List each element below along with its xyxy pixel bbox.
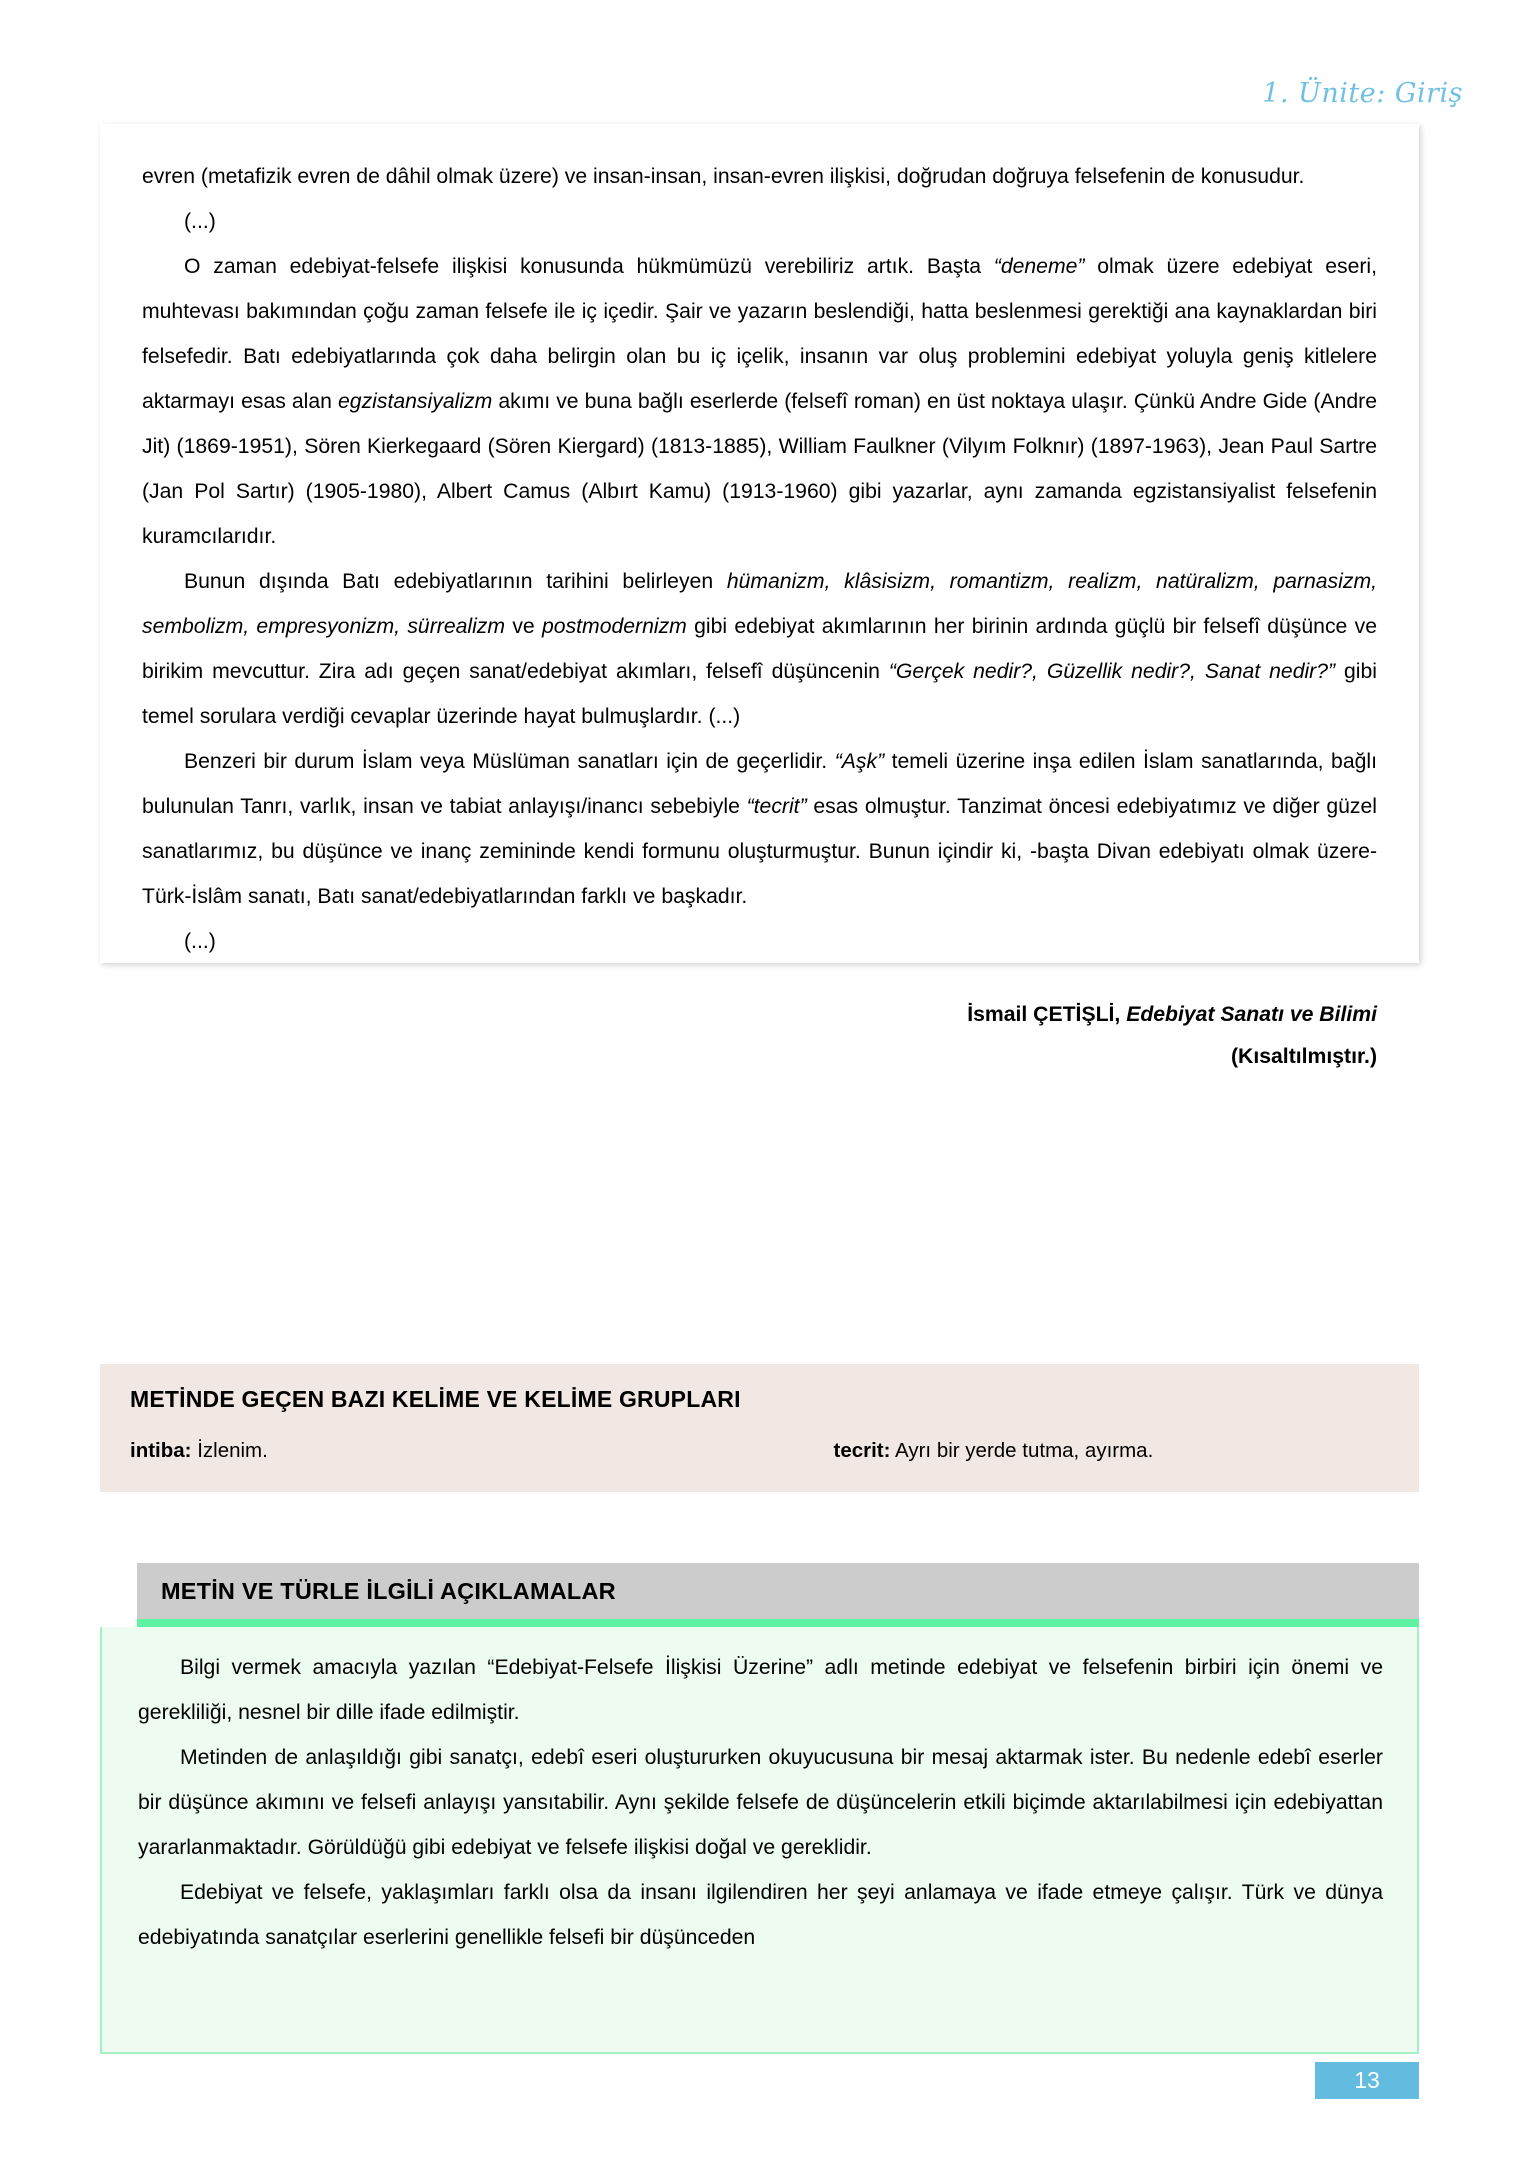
vocabulary-entry-row — [130, 1439, 1389, 1463]
explanations-paragraph: Bilgi vermek amacıyla yazılan “Edebiyat-Felsefe İlişkisi Üzerine” adlı metinde edebiyat ve felsefenin birbiri için önemi ve gerekliliği, nesnel bir dille ifade edilmiştir. — [138, 1656, 1383, 1724]
attribution-abridged-note: (Kısaltılmıştır.) — [1231, 1045, 1377, 1068]
explanations-header — [137, 1563, 1419, 1619]
vocabulary-box — [100, 1364, 1419, 1492]
vocabulary-box-title: METİNDE GEÇEN BAZI KELİME VE KELİME GRUPLARI — [130, 1386, 741, 1412]
attribution-author: İsmail ÇETİŞLİ, — [967, 1003, 1121, 1026]
explanations-paragraph: Edebiyat ve felsefe, yaklaşımları farklı olsa da insanı ilgilendiren her şeyi anlamaya ve ifade etmeye çalışır. Türk ve dünya edebiyatında sanatçılar eserlerini genellikle felsefi bir düşünceden — [138, 1881, 1383, 1949]
excerpt-paragraph: evren (metafizik evren de dâhil olmak üzere) ve insan-insan, insan-evren ilişkisi, doğrudan doğruya felsefenin de konusudur. — [142, 165, 1305, 188]
running-header-unit-title: 1. Ünite: Giriş — [1262, 78, 1463, 109]
excerpt-attribution — [142, 994, 1377, 1078]
attribution-work-title: Edebiyat Sanatı ve Bilimi — [1126, 1003, 1377, 1026]
excerpt-ellipsis: (...) — [184, 210, 216, 233]
explanations-header-title: METİN VE TÜRLE İLGİLİ AÇIKLAMALAR — [161, 1577, 616, 1604]
vocabulary-entry — [760, 1439, 1390, 1463]
excerpt-paragraph: O zaman edebiyat-felsefe ilişkisi konusunda hükmümüzü verebiliriz artık. Başta “deneme” olmak üzere edebiyat eseri, muhtevası bakımından çoğu zaman felsefe ile iç içedir. Şair ve yazarın beslendiği, hatta beslenmesi gerektiği ana kaynaklardan biri felsefedir. Batı edebiyatlarında çok daha belirgin olan bu iç içelik, insanın var oluş problemini edebiyat yoluyla geniş kitlelere aktarmayı esas alan egzistansiyalizm akımı ve buna bağlı eserlerde (felsefî roman) en üst noktaya ulaşır. Çünkü Andre Gide (Andre Jit) (1869-1951), Sören Kierkegaard (Sören Kiergard) (1813-1885), William Faulkner (Vilyım Folknır) (1897-1963), Jean Paul Sartre (Jan Pol Sartır) (1905-1980), Albert Camus (Albırt Kamu) (1913-1960) gibi yazarlar, aynı zamanda egzistansiyalist felsefenin kuramcılarıdır. — [142, 255, 1377, 548]
explanations-paragraph: Metinden de anlaşıldığı gibi sanatçı, edebî eseri oluştururken okuyucusuna bir mesaj aktarmak ister. Bu nedenle edebî eserler bir düşünce akımını ve felsefi anlayışı yansıtabilir. Aynı şekilde felsefe de düşüncelerin etkili biçimde aktarılabilmesi için edebiyattan yararlanmaktadır. Görüldüğü gibi edebiyat ve felsefe ilişkisi doğal ve gereklidir. — [138, 1746, 1383, 1859]
vocabulary-entry — [130, 1439, 760, 1463]
vocabulary-term: intiba: — [130, 1439, 192, 1462]
explanations-body — [100, 1627, 1419, 2054]
excerpt-ellipsis: (...) — [184, 930, 216, 953]
excerpt-text-card — [100, 124, 1419, 1068]
explanations-accent-rule — [137, 1619, 1419, 1627]
vocabulary-term: tecrit: — [833, 1439, 891, 1462]
excerpt-paragraph: Benzeri bir durum İslam veya Müslüman sanatları için de geçerlidir. “Aşk” temeli üzerine inşa edilen İslam sanatlarında, bağlı bulunulan Tanrı, varlık, insan ve tabiat anlayışı/inancı sebebiyle “tecrit” esas olmuştur. Tanzimat öncesi edebiyatımız ve diğer güzel sanatlarımız, bu düşünce ve inanç zemininde kendi formunu oluşturmuştur. Bunun içindir ki, -başta Divan edebiyatı olmak üzere- Türk-İslâm sanatı, Batı sanat/edebiyatlarından farklı ve başkadır. — [142, 750, 1377, 908]
vocabulary-definition: Ayrı bir yerde tutma, ayırma. — [895, 1439, 1154, 1462]
vocabulary-definition: İzlenim. — [197, 1439, 268, 1462]
page-number-badge: 13 — [1315, 2062, 1419, 2099]
excerpt-paragraph: Bunun dışında Batı edebiyatlarının tarihini belirleyen hümanizm, klâsisizm, romantizm, realizm, natüralizm, parnasizm, sembolizm, empresyonizm, sürrealizm ve postmodernizm gibi edebiyat akımlarının her birinin ardında güçlü bir felsefî düşünce ve birikim mevcuttur. Zira adı geçen sanat/edebiyat akımları, felsefî düşüncenin “Gerçek nedir?, Güzellik nedir?, Sanat nedir?” gibi temel sorulara verdiği cevaplar üzerinde hayat bulmuşlardır. (...) — [142, 570, 1377, 728]
